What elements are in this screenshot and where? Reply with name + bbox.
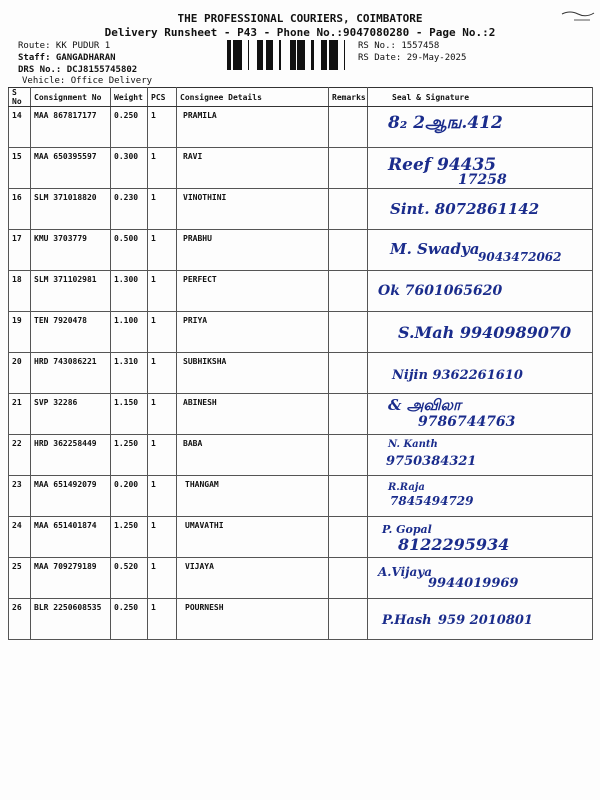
vehicle-label: Vehicle: Office Delivery xyxy=(22,76,153,86)
handwritten-signature: A.Vijaya xyxy=(378,565,433,579)
cell-pcs: 1 xyxy=(148,558,177,599)
cell-sno: 24 xyxy=(9,517,31,558)
cell-sno: 15 xyxy=(9,148,31,189)
cell-consignment: SLM 371102981 xyxy=(31,271,111,312)
col-remarks: Remarks xyxy=(329,88,368,107)
cell-consignment: SVP 32286 xyxy=(31,394,111,435)
cell-remarks xyxy=(329,353,368,394)
cell-pcs: 1 xyxy=(148,476,177,517)
handwritten-signature: S.Mah 9940989070 xyxy=(398,323,572,342)
table-row xyxy=(9,312,593,353)
cell-remarks xyxy=(329,189,368,230)
cell-signature xyxy=(368,558,593,599)
cell-consignee: THANGAM xyxy=(177,476,329,517)
handwritten-phone: 9944019969 xyxy=(428,576,519,591)
cell-signature xyxy=(368,476,593,517)
table-row xyxy=(9,476,593,517)
handwritten-signature: Sint. 8072861142 xyxy=(390,200,540,218)
cell-remarks xyxy=(329,271,368,312)
cell-weight: 1.300 xyxy=(111,271,148,312)
table-row xyxy=(9,230,593,271)
cell-consignee: VINOTHINI xyxy=(177,189,329,230)
cell-consignment: KMU 3703779 xyxy=(31,230,111,271)
handwritten-signature: N. Kanth xyxy=(388,439,438,450)
route-label: Route: KK PUDUR 1 xyxy=(18,41,111,51)
handwritten-signature: P.Hash xyxy=(382,613,432,628)
table-row xyxy=(9,394,593,435)
cell-sno: 19 xyxy=(9,312,31,353)
cell-sno: 23 xyxy=(9,476,31,517)
handwritten-signature: Nijin 9362261610 xyxy=(392,368,523,383)
handwritten-phone: 7845494729 xyxy=(390,494,474,508)
cell-signature xyxy=(368,353,593,394)
cell-signature xyxy=(368,599,593,640)
cell-pcs: 1 xyxy=(148,353,177,394)
cell-pcs: 1 xyxy=(148,230,177,271)
cell-signature xyxy=(368,435,593,476)
cell-consignment: MAA 709279189 xyxy=(31,558,111,599)
cell-signature xyxy=(368,189,593,230)
cell-consignment: SLM 371018820 xyxy=(31,189,111,230)
cell-weight: 1.150 xyxy=(111,394,148,435)
col-pcs: PCS xyxy=(148,88,177,107)
cell-sno: 22 xyxy=(9,435,31,476)
cell-consignee: PERFECT xyxy=(177,271,329,312)
cell-consignment: BLR 2250608535 xyxy=(31,599,111,640)
cell-weight: 0.500 xyxy=(111,230,148,271)
handwritten-phone: 9750384321 xyxy=(386,454,477,469)
cell-weight: 0.300 xyxy=(111,148,148,189)
handwritten-signature: M. Swadya xyxy=(390,240,480,258)
cell-pcs: 1 xyxy=(148,517,177,558)
handwritten-signature: R.Raja xyxy=(388,482,425,493)
cell-consignee: BABA xyxy=(177,435,329,476)
barcode-icon xyxy=(227,40,353,70)
handwritten-phone: 959 2010801 xyxy=(438,613,533,628)
handwritten-phone: 9786744763 xyxy=(418,414,516,430)
handwritten-signature: Ok 7601065620 xyxy=(378,283,503,299)
handwritten-phone: 17258 xyxy=(458,172,507,188)
cell-remarks xyxy=(329,230,368,271)
cell-remarks xyxy=(329,312,368,353)
table-row xyxy=(9,271,593,312)
cell-weight: 0.250 xyxy=(111,599,148,640)
col-consignment: Consignment No xyxy=(31,88,111,107)
cell-remarks xyxy=(329,558,368,599)
handwritten-phone: 9043472062 xyxy=(478,250,562,264)
cell-weight: 1.250 xyxy=(111,435,148,476)
cell-signature xyxy=(368,107,593,148)
cell-consignment: HRD 362258449 xyxy=(31,435,111,476)
table-header-row xyxy=(9,88,593,107)
cell-remarks xyxy=(329,394,368,435)
cell-consignment: HRD 743086221 xyxy=(31,353,111,394)
cell-weight: 0.200 xyxy=(111,476,148,517)
cell-consignee: RAVI xyxy=(177,148,329,189)
cell-consignee: ABINESH xyxy=(177,394,329,435)
cell-sno: 17 xyxy=(9,230,31,271)
cell-remarks xyxy=(329,107,368,148)
cell-pcs: 1 xyxy=(148,189,177,230)
cell-signature xyxy=(368,271,593,312)
cell-consignee: PRAMILA xyxy=(177,107,329,148)
table-row xyxy=(9,435,593,476)
cell-signature xyxy=(368,230,593,271)
cell-remarks xyxy=(329,599,368,640)
handwritten-signature: Reef 94435 xyxy=(388,155,497,175)
col-consignee: Consignee Details xyxy=(177,88,329,107)
col-sno: S No xyxy=(9,88,31,107)
cell-pcs: 1 xyxy=(148,312,177,353)
cell-remarks xyxy=(329,148,368,189)
cell-pcs: 1 xyxy=(148,599,177,640)
cell-weight: 0.250 xyxy=(111,107,148,148)
cell-consignment: MAA 650395597 xyxy=(31,148,111,189)
cell-sno: 20 xyxy=(9,353,31,394)
cell-pcs: 1 xyxy=(148,435,177,476)
cell-consignee: SUBHIKSHA xyxy=(177,353,329,394)
cell-consignment: MAA 651492079 xyxy=(31,476,111,517)
cell-sno: 26 xyxy=(9,599,31,640)
drs-number: DRS No.: DCJ8155745802 xyxy=(18,65,138,75)
cell-sno: 16 xyxy=(9,189,31,230)
cell-pcs: 1 xyxy=(148,271,177,312)
cell-signature xyxy=(368,148,593,189)
table-row xyxy=(9,189,593,230)
cell-consignment: MAA 651401874 xyxy=(31,517,111,558)
cell-consignee: VIJAYA xyxy=(177,558,329,599)
table-row xyxy=(9,599,593,640)
cell-consignee: PRABHU xyxy=(177,230,329,271)
cell-pcs: 1 xyxy=(148,394,177,435)
company-title: THE PROFESSIONAL COURIERS, COIMBATORE xyxy=(177,12,423,25)
runsheet-table xyxy=(8,87,593,640)
cell-remarks xyxy=(329,476,368,517)
cell-sno: 25 xyxy=(9,558,31,599)
cell-signature xyxy=(368,312,593,353)
table-row xyxy=(9,353,593,394)
cell-sno: 14 xyxy=(9,107,31,148)
cell-consignment: MAA 867817177 xyxy=(31,107,111,148)
table-row xyxy=(9,107,593,148)
handwritten-phone: 8122295934 xyxy=(398,535,510,554)
table-row xyxy=(9,148,593,189)
cell-sno: 18 xyxy=(9,271,31,312)
cell-consignee: UMAVATHI xyxy=(177,517,329,558)
cell-weight: 1.310 xyxy=(111,353,148,394)
cell-remarks xyxy=(329,517,368,558)
rs-number: RS No.: 1557458 xyxy=(358,41,440,51)
handwritten-signature: 8₂ 2ஆங.412 xyxy=(388,113,503,133)
table-row xyxy=(9,558,593,599)
cell-consignee: PRIYA xyxy=(177,312,329,353)
cell-weight: 0.230 xyxy=(111,189,148,230)
cell-pcs: 1 xyxy=(148,107,177,148)
col-signature: Seal & Signature xyxy=(368,88,593,107)
cell-weight: 1.100 xyxy=(111,312,148,353)
handwritten-signature: P. Gopal xyxy=(382,523,432,536)
cell-weight: 0.520 xyxy=(111,558,148,599)
cell-sno: 21 xyxy=(9,394,31,435)
scribble-mark-icon xyxy=(560,8,596,24)
cell-remarks xyxy=(329,435,368,476)
col-weight: Weight xyxy=(111,88,148,107)
staff-label: Staff: GANGADHARAN xyxy=(18,53,116,63)
table-row xyxy=(9,517,593,558)
runsheet-subtitle: Delivery Runsheet - P43 - Phone No.:9047080280 - Page No.:2 xyxy=(104,26,496,39)
cell-pcs: 1 xyxy=(148,148,177,189)
handwritten-signature: & அவிலா xyxy=(388,396,461,414)
cell-consignee: POURNESH xyxy=(177,599,329,640)
cell-signature xyxy=(368,517,593,558)
rs-date: RS Date: 29-May-2025 xyxy=(358,53,467,63)
cell-signature xyxy=(368,394,593,435)
cell-consignment: TEN 7920478 xyxy=(31,312,111,353)
cell-weight: 1.250 xyxy=(111,517,148,558)
